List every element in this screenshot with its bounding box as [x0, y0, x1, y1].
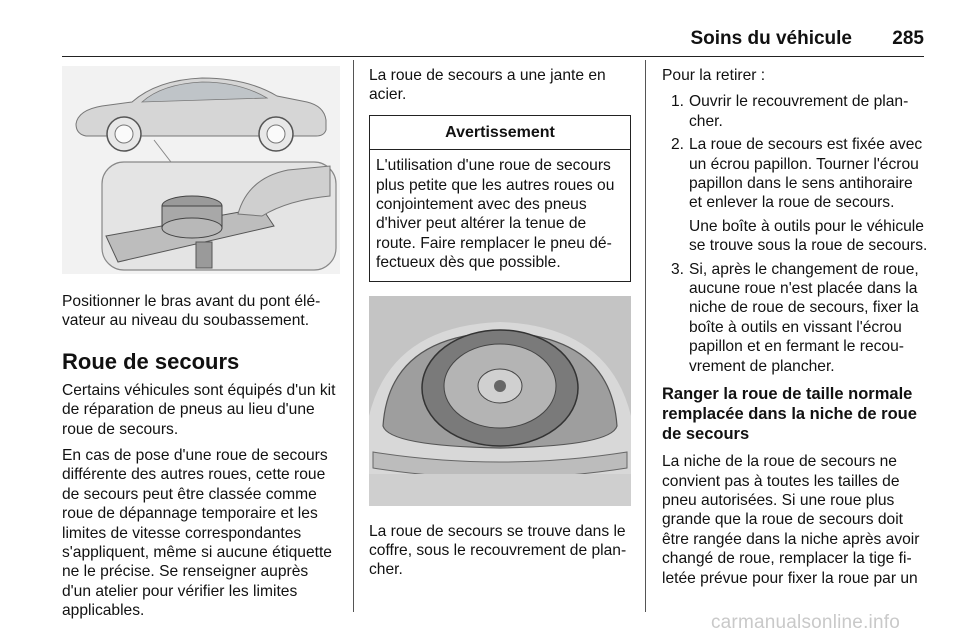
column-3 [662, 66, 928, 595]
step-note: Une boîte à outils pour le véhicule se trouve sous la roue de secours. [689, 217, 928, 255]
column-1 [62, 66, 340, 628]
step-number: 2. [671, 136, 685, 154]
list-item [662, 260, 928, 376]
heading-spare-wheel: Roue de secours [62, 348, 240, 374]
paragraph: Certains véhicules sont équipés d'un kit de réparation de pneus au lieu d'une roue de secours. [62, 381, 336, 438]
steps-list [662, 92, 928, 376]
paragraph: La niche de la roue de secours ne convient pas à toutes les tailles de pneu autorisées. Si une roue plus grande que la roue de secours doit être rangée dans la niche après avoir changé de roue, remplacer la tige filetée prévue pour fixer la roue par un [662, 453, 920, 587]
subheading: Ranger la roue de taille normale remplacée dans la niche de roue de secours [662, 385, 917, 444]
spare-wheel-illustration [369, 296, 631, 506]
page-number: 285 [892, 28, 924, 49]
list-item [662, 135, 928, 255]
step-number: 3. [671, 260, 685, 278]
figure-caption: Positionner le bras avant du pont élévateur au niveau du soubassement. [62, 293, 321, 330]
lift-point-illustration [62, 66, 340, 274]
header-rule [62, 56, 924, 57]
warning-text: L'utilisation d'une roue de secours plus petite que les autres roues ou conjointement avec des pneus d'hiver peut altérer la tenue de route. Faire remplacer le pneu défectueux dès que possible. [376, 157, 615, 272]
column-divider [645, 60, 646, 612]
warning-box [369, 115, 631, 282]
column-2 [369, 66, 631, 587]
warning-title: Avertissement [370, 116, 630, 150]
step-number: 1. [671, 93, 685, 111]
watermark: carmanualsonline.info [710, 612, 900, 633]
page-header [62, 28, 924, 56]
paragraph: Pour la retirer : [662, 67, 766, 84]
paragraph: La roue de secours a une jante en acier. [369, 67, 606, 104]
paragraph: En cas de pose d'une roue de secours différente des autres roues, cette roue de secours peut être classée comme roue de dépannage temporaire et les limites de vitesse correspondantes s'appliquent, même si aucune étiquette ne le précise. Se renseigner auprès d'un atelier pour vérifier les limites applicables. [62, 447, 332, 620]
step-text: Ouvrir le recouvrement de plancher. [689, 93, 909, 130]
step-text: Si, après le changement de roue, aucune roue n'est placée dans la niche de roue de secours, fixer la boîte à outils en vissant l'écrou papillon et en fermant le recouvrement de plancher. [689, 260, 919, 375]
section-title: Soins du véhicule [690, 28, 852, 49]
column-divider [353, 60, 354, 612]
list-item [662, 92, 928, 131]
figure-caption: La roue de secours se trouve dans le coffre, sous le recouvrement de plancher. [369, 522, 627, 579]
step-text: La roue de secours est fixée avec un écrou papillon. Tourner l'écrou papillon dans le sens antihoraire et enlever la roue de secours. [689, 136, 923, 212]
